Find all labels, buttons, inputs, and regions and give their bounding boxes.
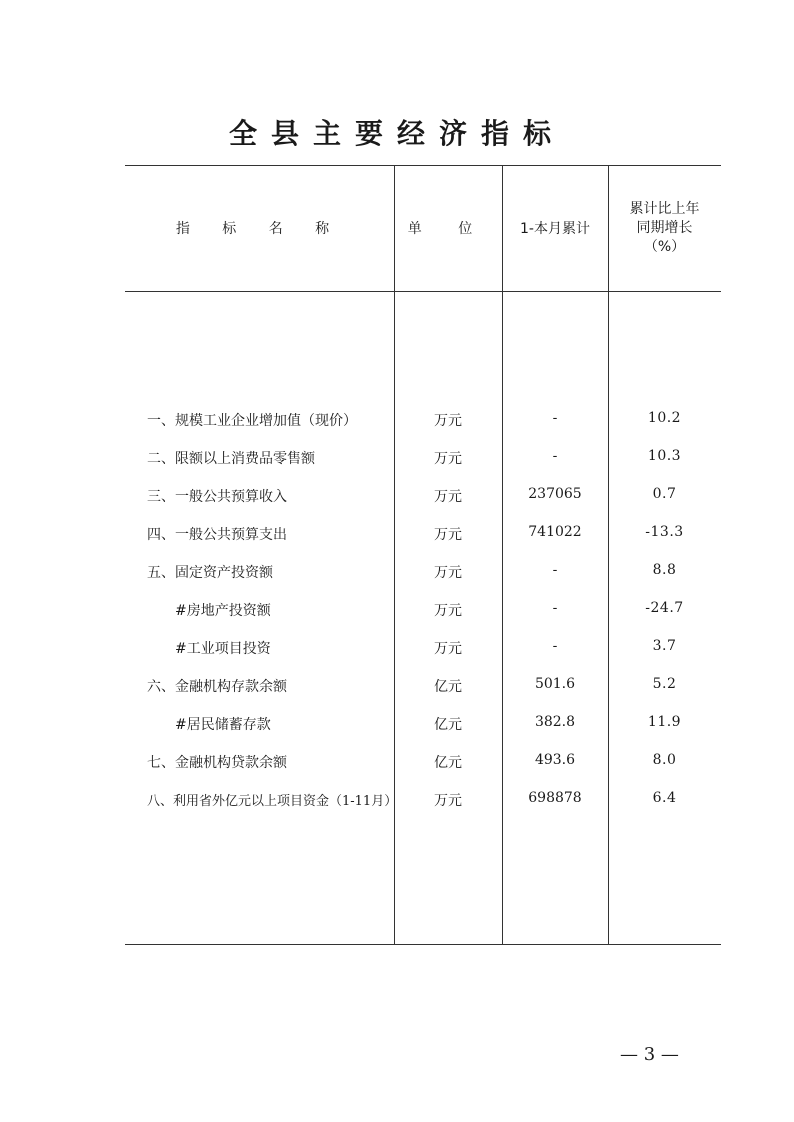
header-growth-line3: （%） [643, 238, 686, 255]
table-row [125, 742, 721, 780]
table-row [125, 590, 721, 628]
growth-cell: -13.3 [645, 524, 684, 540]
unit-cell: 万元 [434, 451, 462, 467]
table-row [125, 514, 721, 552]
table-row [125, 438, 721, 476]
cumulative-cell: - [552, 600, 558, 616]
cumulative-cell: - [552, 448, 558, 464]
table-row [125, 476, 721, 514]
growth-cell: 5.2 [652, 676, 677, 692]
header-growth-line2: 同期增长 [636, 219, 693, 236]
cumulative-cell: 698878 [528, 790, 582, 806]
cumulative-cell: 237065 [528, 486, 582, 502]
growth-cell: 0.7 [652, 486, 677, 502]
unit-cell: 亿元 [434, 755, 462, 771]
unit-cell: 亿元 [434, 679, 462, 695]
growth-cell: 10.2 [647, 410, 682, 426]
cumulative-cell: 493.6 [534, 752, 576, 768]
table-row [125, 704, 721, 742]
indicator-name: 四、一般公共预算支出 [147, 527, 287, 543]
indicator-name: 八、利用省外亿元以上项目资金（1-11月） [147, 794, 398, 809]
indicator-name: 三、一般公共预算收入 [147, 489, 287, 505]
cumulative-cell: - [552, 562, 558, 578]
unit-cell: 亿元 [434, 717, 462, 733]
unit-cell: 万元 [434, 641, 462, 657]
indicator-name: 五、固定资产投资额 [147, 565, 273, 581]
table-body [125, 400, 721, 818]
indicator-name: #工业项目投资 [175, 641, 271, 657]
header-cumulative: 1-本月累计 [520, 221, 590, 237]
indicator-name: 一、规模工业企业增加值（现价） [147, 413, 357, 429]
cumulative-cell: - [552, 410, 558, 426]
unit-cell: 万元 [434, 413, 462, 429]
page-number: — 3 — [620, 1044, 679, 1065]
growth-cell: 8.0 [652, 752, 677, 768]
page-title: 全县主要经济指标 [228, 117, 565, 150]
indicator-name: 六、金融机构存款余额 [147, 679, 287, 695]
table-header-rule [125, 291, 721, 292]
table-row [125, 780, 721, 818]
cumulative-cell: 382.8 [534, 714, 576, 730]
growth-cell: 10.3 [647, 448, 682, 464]
unit-cell: 万元 [434, 489, 462, 505]
indicator-name: 七、金融机构贷款余额 [147, 755, 287, 771]
header-growth [608, 165, 721, 291]
unit-cell: 万元 [434, 527, 462, 543]
header-indicator-name: 指 标 名 称 [175, 221, 344, 237]
growth-cell: 8.8 [652, 562, 677, 578]
cumulative-cell: - [552, 638, 558, 654]
cumulative-cell: 501.6 [534, 676, 576, 692]
growth-cell: -24.7 [645, 600, 684, 616]
unit-cell: 万元 [434, 603, 462, 619]
table-row [125, 628, 721, 666]
table-row [125, 552, 721, 590]
header-unit: 单 位 [407, 221, 489, 237]
growth-cell: 11.9 [647, 714, 682, 730]
unit-cell: 万元 [434, 793, 462, 809]
table-row [125, 666, 721, 704]
indicator-name: #房地产投资额 [175, 603, 271, 619]
unit-cell: 万元 [434, 565, 462, 581]
table-bottom-rule [125, 944, 721, 945]
indicator-name: #居民储蓄存款 [175, 717, 271, 733]
growth-cell: 6.4 [652, 790, 677, 806]
growth-cell: 3.7 [652, 638, 677, 654]
indicator-name: 二、限额以上消费品零售额 [147, 451, 315, 467]
cumulative-cell: 741022 [528, 524, 582, 540]
table-row [125, 400, 721, 438]
header-growth-line1: 累计比上年 [629, 200, 700, 217]
